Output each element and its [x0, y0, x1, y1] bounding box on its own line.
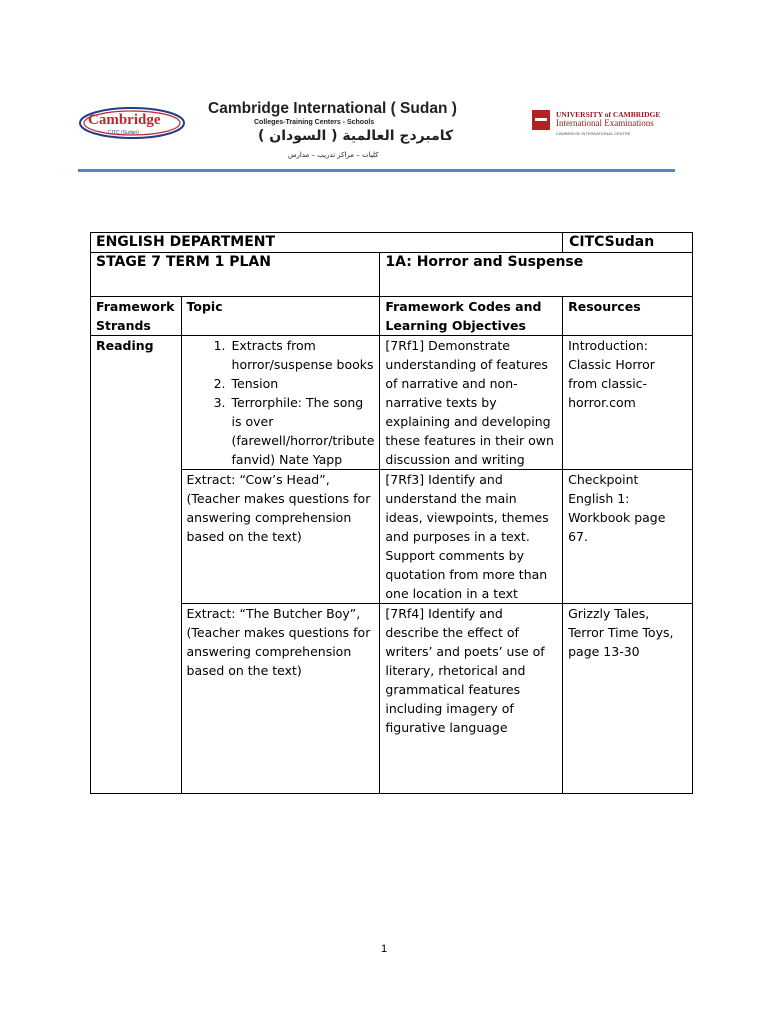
university-crest-icon: [532, 110, 550, 130]
plan-cell: STAGE 7 TERM 1 PLAN: [91, 253, 380, 297]
page-number: 1: [380, 943, 388, 955]
list-item: 3. Terrorphile: The song is over (farewell/horror/tribute fanvid) Nate Yapp: [230, 393, 375, 469]
table-row: [91, 470, 693, 604]
objective-cell: [7Rf4] Identify and describe the effect of writers’ and poets’ use of literary, rhetorical and grammatical features including imagery of figurative language: [380, 604, 563, 794]
topic-cell: [181, 336, 380, 470]
table-row: [91, 253, 693, 297]
objective-cell: [7Rf1] Demonstrate understanding of features of narrative and non-narrative texts by explaining and developing these features in their own discussion and writing: [380, 336, 563, 470]
letterhead-arabic-subtitle: كليات – مراكز تدريب – مدارس: [288, 151, 379, 159]
university-of-cambridge-logo: [532, 110, 682, 140]
topic-list: [182, 336, 375, 469]
resources-cell: Introduction: Classic Horror from classic-horror.com: [563, 336, 693, 470]
org-cell: CITCSudan: [563, 233, 693, 253]
header-divider: [78, 169, 675, 172]
term-plan-table: [90, 232, 693, 794]
list-item: 2. Tension: [230, 374, 375, 393]
unit-cell: 1A: Horror and Suspense: [380, 253, 693, 297]
letterhead-subtitle: Colleges-Training Centers - Schools: [254, 119, 375, 126]
table-row: [91, 297, 693, 336]
cambridge-citc-logo: [78, 106, 186, 140]
logo-sub-text: CITC (Sudan): [108, 130, 139, 136]
table-row: [91, 604, 693, 794]
university-line3: CAMBRIDGE INTERNATIONAL CENTRE: [556, 131, 631, 136]
table-row: [91, 233, 693, 253]
strand-cell: Reading: [91, 336, 182, 794]
topic-cell: Extract: “The Butcher Boy”, (Teacher makes questions for answering comprehension based on the text): [181, 604, 380, 794]
university-line2: International Examinations: [556, 118, 654, 128]
objective-cell: [7Rf3] Identify and understand the main ideas, viewpoints, themes and purposes in a text. Support comments by quotation from more than one location in a text: [380, 470, 563, 604]
university-line1: UNIVERSITY of CAMBRIDGE: [556, 110, 661, 119]
department-cell: ENGLISH DEPARTMENT: [91, 233, 563, 253]
list-item: 1. Extracts from horror/suspense books: [230, 336, 375, 374]
logo-brand-text: Cambridge: [88, 112, 161, 128]
table-row: [91, 336, 693, 470]
letterhead: [0, 0, 768, 180]
resources-cell: Checkpoint English 1: Workbook page 67.: [563, 470, 693, 604]
letterhead-arabic-title: كامبردج العالمية ( السودان ): [258, 128, 454, 144]
column-header-strands: Framework Strands: [91, 297, 182, 336]
topic-cell: Extract: “Cow’s Head”, (Teacher makes questions for answering comprehension based on the text): [181, 470, 380, 604]
resources-cell: Grizzly Tales, Terror Time Toys, page 13-30: [563, 604, 693, 794]
column-header-topic: Topic: [181, 297, 380, 336]
column-header-objectives: Framework Codes and Learning Objectives: [380, 297, 563, 336]
column-header-resources: Resources: [563, 297, 693, 336]
letterhead-title: Cambridge International ( Sudan ): [208, 100, 457, 117]
